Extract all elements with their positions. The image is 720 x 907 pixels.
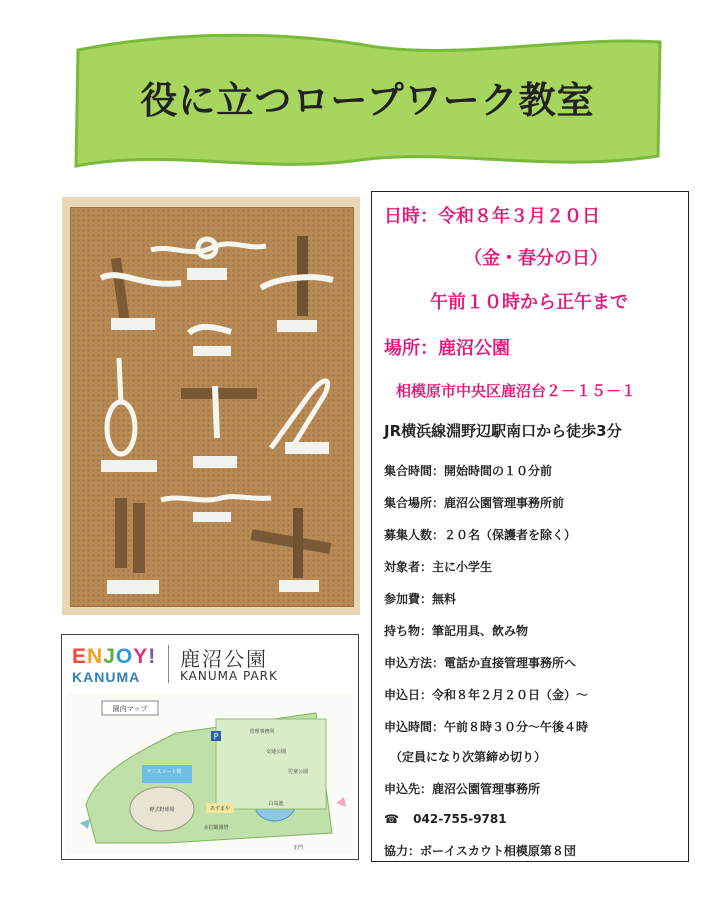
map-label-tennis: テニスコート場 [146, 769, 182, 775]
knot-samples-illustration [71, 208, 353, 606]
knot-sample [151, 239, 266, 280]
knot-sample [161, 497, 271, 522]
fee: 参加費：無料 [384, 592, 457, 606]
rope-knots-photo [62, 197, 360, 615]
phone-icon: ☎ [384, 812, 399, 826]
apply-note: （定員になり次第締め切り） [390, 750, 547, 764]
logo-kanuma: KANUMA [72, 669, 141, 685]
map-label-pond: 白鳥池 [268, 801, 284, 807]
logo-park-name-en: KANUMA PARK [180, 669, 278, 683]
parking-icon: P [213, 732, 219, 741]
apply-date: 申込日：令和８年２月２０日（金）～ [384, 688, 589, 702]
knot-sample [271, 381, 329, 454]
apply-method: 申込方法：電話か直接管理事務所へ [384, 656, 577, 670]
event-day: （金・春分の日） [464, 248, 608, 269]
apply-time: 申込時間：午前８時３０分～午後４時 [384, 720, 589, 734]
map-label-azumaya: あずまや [209, 806, 231, 812]
event-info-box [371, 191, 689, 862]
logo-park-name-jp: 鹿沼公園 [180, 647, 268, 671]
knot-sample [181, 386, 257, 468]
knot-sample [189, 327, 231, 356]
meeting-place: 集合場所：鹿沼公園管理事務所前 [384, 496, 565, 510]
meeting-time: 集合時間：開始時間の１０分前 [384, 464, 553, 478]
event-time: 午前１０時から正午まで [430, 292, 628, 313]
phone-row [384, 812, 507, 826]
event-date: 日時：令和８年３月２０日 [384, 206, 600, 227]
support-org: 協力：ボーイスカウト相模原第８団 [384, 844, 576, 858]
knot-sample [101, 258, 181, 330]
knot-sample [261, 236, 333, 332]
phone-number: 042-755-9781 [413, 812, 507, 826]
logo-enjoy: ENJOY! [72, 645, 157, 668]
map-label-tower: 水位観測塔 [203, 825, 229, 831]
items-to-bring: 持ち物：筆記用具、飲み物 [384, 624, 529, 638]
map-label-baseball: 軽式野球場 [149, 807, 175, 813]
apply-to: 申込先：鹿沼公園管理事務所 [384, 782, 541, 796]
knot-sample [251, 508, 332, 592]
knot-sample [101, 358, 157, 472]
event-access: JR横浜線淵野辺駅南口から徒歩3分 [384, 422, 622, 440]
map-label-childrens-park: 児童公園 [287, 769, 309, 775]
cork-board [70, 207, 354, 607]
page-title: 役に立つロープワーク教室 [140, 79, 595, 122]
map-title: 園内マップ [112, 705, 148, 713]
map-label-traffic-park: 交通公園 [265, 749, 287, 755]
park-map-card [61, 634, 359, 860]
park-map [66, 693, 354, 855]
target-audience: 対象者：主に小学生 [384, 560, 493, 574]
logo-divider [168, 645, 169, 683]
event-place: 場所：鹿沼公園 [384, 338, 510, 359]
capacity: 募集人数：２０名（保護者を除く） [384, 528, 577, 542]
event-address: 相模原市中央区鹿沼台２－１５－１ [396, 382, 637, 400]
map-label-office: 管理事務所 [249, 729, 275, 735]
map-label-main-gate: 正門 [292, 845, 304, 851]
knot-sample [107, 498, 159, 594]
